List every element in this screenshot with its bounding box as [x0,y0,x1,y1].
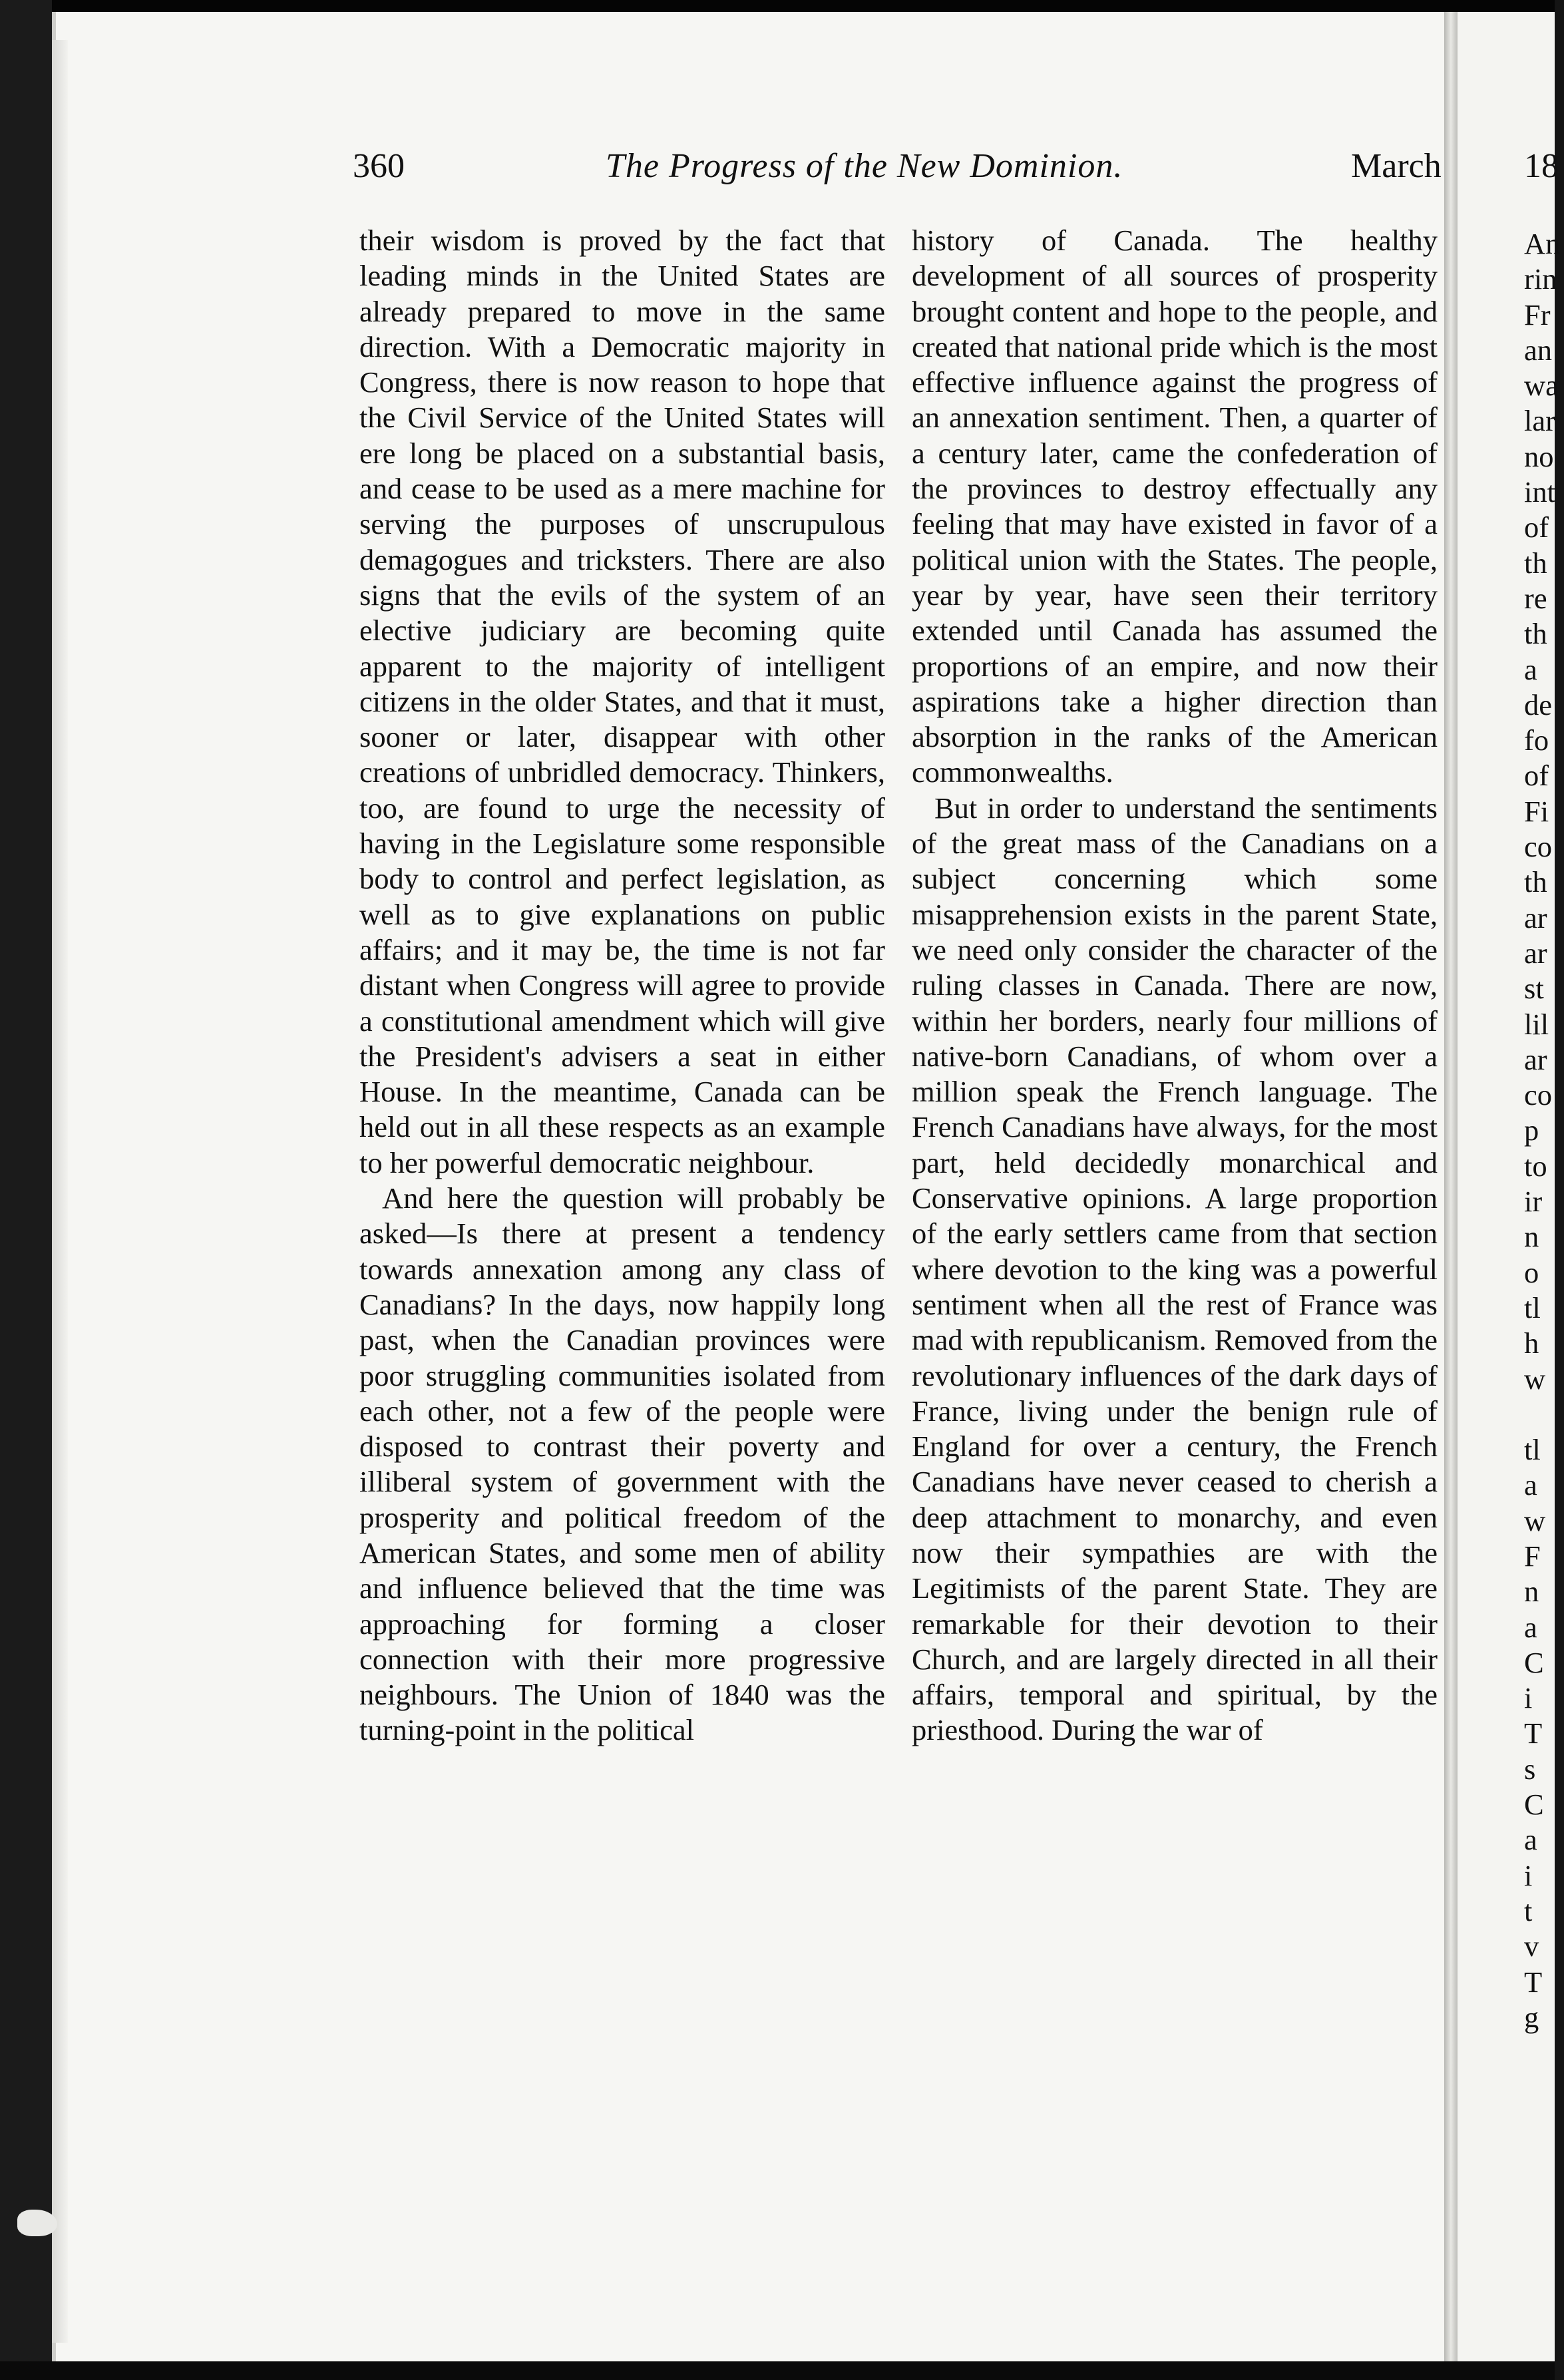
adjacent-page-line-fragment: th [1524,617,1547,651]
adjacent-page-line-fragment: n [1524,1220,1539,1254]
adjacent-page-line-fragment: C [1524,1788,1544,1822]
adjacent-page-line-fragment: Fr [1524,298,1551,331]
adjacent-page-line-fragment: de [1524,688,1553,721]
adjacent-page-line-fragment: of [1524,510,1549,544]
adjacent-page-line-fragment: a [1524,1468,1537,1502]
adjacent-page-line-fragment: i [1524,1681,1533,1715]
adjacent-page-line-fragment: wa [1524,369,1559,403]
adjacent-page-line-fragment: th [1524,865,1547,899]
adjacent-page-line-fragment: an [1524,333,1553,367]
adjacent-page-line-fragment: of [1524,759,1549,793]
adjacent-page-line-fragment: fo [1524,723,1549,757]
adjacent-page-text [1524,133,1564,2035]
paragraph: And here the question will probably be asked—Is there at present a tendency towards annexation among any class of Canadians? In the days, now happily long past, when the Canadian provinces were poor struggling communities isolated from each other, not a few of the people were disposed to contrast their poverty and illiberal system of government with the prosperity and political freedom of the American States, and some men of ability and influence believed that the time was approaching for forming a closer connection with their more progressive neighbours. The Union of 1840 was the turning-point in the political [359,1181,885,1747]
scan-border-left [0,0,52,2380]
adjacent-page-line-fragment: s [1524,1752,1536,1786]
paragraph: But in order to understand the sentiments of the great mass of the Canadians on a subject concerning which some misapprehension exists in the parent State, we need only consider the character of the ruling classes in Canada. There are now, within her borders, nearly four millions of native-born Canadians, of whom over a million speak the French language. The French Canadians have always, for the most part, held decidedly monarchical and Conservative opinions. A large proportion of the early settlers came from that section where devotion to the king was a powerful sentiment when all the rest of France was mad with republicanism. Removed from the revolutionary influences of the dark days of France, living under the benign rule of England for over a century, the French Canadians have never ceased to cherish a deep attachment to monarchy, and even now their sympathies are with the Legitimists of the parent State. They are remarkable for their devotion to their Church, and are largely directed in all their affairs, temporal and spiritual, by the priesthood. During the war of [912,791,1438,1747]
scan-border-bottom [0,2361,1555,2380]
adjacent-page-line-fragment: ar [1524,900,1547,934]
text-column-left [359,223,885,1748]
page-number: 360 [353,147,405,185]
adjacent-page-line-fragment: ar [1524,1042,1547,1076]
adjacent-page-line-fragment [1524,1397,1564,1432]
issue-month: March [1351,147,1442,185]
paragraph: history of Canada. The healthy development of all sources of prosperity brought content and hope to the people, and created that national pride which is the most effective influence against the progress of an annexation sentiment. Then, a quarter of a century later, came the confederation of the provinces to destroy effectually any feeling that may have existed in favor of a political union with the States. The people, year by year, have seen their territory extended until Canada has assumed the proportions of an empire, and now their aspirations take a higher direction than absorption in the ranks of the American commonwealths. [912,224,1438,789]
adjacent-page-line-fragment: no [1524,439,1554,473]
adjacent-page-line-fragment: ar [1524,936,1547,970]
adjacent-page-line-fragment: An [1524,227,1561,260]
adjacent-page-line-fragment: n [1524,1575,1539,1609]
adjacent-page-line-fragment: T [1524,1716,1543,1750]
adjacent-page-line-fragment: C [1524,1645,1544,1679]
adjacent-page-line-fragment: st [1524,972,1544,1006]
adjacent-page-line-fragment: co [1524,830,1553,864]
adjacent-page-line-fragment: a [1524,1610,1537,1644]
adjacent-page-line-fragment: h [1524,1326,1539,1360]
adjacent-page-line-fragment: t [1524,1893,1533,1927]
adjacent-page-line-fragment: v [1524,1929,1539,1963]
adjacent-page-line-fragment: rin [1524,262,1557,296]
adjacent-page-line-fragment: to [1524,1149,1547,1183]
adjacent-page-line-fragment: o [1524,1255,1539,1289]
adjacent-page-line-fragment: w [1524,1503,1546,1537]
adjacent-page-year: 18 [1524,147,1559,185]
adjacent-page-line-fragment: a [1524,1823,1537,1857]
text-column-right [912,223,1438,1748]
adjacent-page-line-fragment: lil [1524,1007,1549,1041]
page-fold-shadow [52,40,68,2343]
adjacent-page-line-fragment: th [1524,546,1547,580]
adjacent-page-line-fragment: w [1524,1362,1546,1396]
adjacent-page-line-fragment: p [1524,1113,1539,1147]
paper-damage-mark [17,2210,57,2236]
adjacent-page-line-fragments [1524,226,1564,2035]
running-head [353,133,1458,200]
adjacent-page-line-fragment: g [1524,2000,1539,2034]
adjacent-page-line-fragment: lar [1524,404,1555,438]
page-title: The Progress of the New Dominion. [606,147,1123,185]
adjacent-page-line-fragment: a [1524,652,1537,686]
paragraph: their wisdom is proved by the fact that leading minds in the United States are already prepared to move in the same direction. With a Democratic majority in Congress, there is now reason to hope that the Civil Service of the United States will ere long be placed on a substantial basis, and cease to be used as a mere machine for serving the purposes of unscrupulous demagogues and tricksters. There are also signs that the evils of the system of an elective judiciary are becoming quite apparent to the majority of intelligent citizens in the older States, and that it must, sooner or later, disappear with other creations of unbridled democracy. Thinkers, too, are found to urge the necessity of having in the Legislature some responsible body to control and perfect legislation, as well as to give explanations on public affairs; and it may be, the time is not far distant when Congress will agree to provide a constitutional amendment which will give the President's advisers a seat in either House. In the meantime, Canada can be held out in all these respects as an example to her powerful democratic neighbour. [359,224,885,1179]
adjacent-page-line-fragment: int [1524,475,1555,509]
adjacent-page-line-fragment: Fi [1524,794,1549,828]
adjacent-page-line-fragment: T [1524,1965,1543,1999]
adjacent-page-line-fragment: co [1524,1078,1553,1112]
adjacent-page-line-fragment: F [1524,1539,1541,1573]
adjacent-page-line-fragment: re [1524,581,1547,615]
adjacent-page-line-fragment: ir [1524,1185,1543,1219]
adjacent-page-line-fragment: tl [1524,1433,1541,1467]
adjacent-page-line-fragment: tl [1524,1290,1541,1324]
adjacent-page-line-fragment: i [1524,1858,1533,1892]
book-gutter [1444,12,1458,2368]
